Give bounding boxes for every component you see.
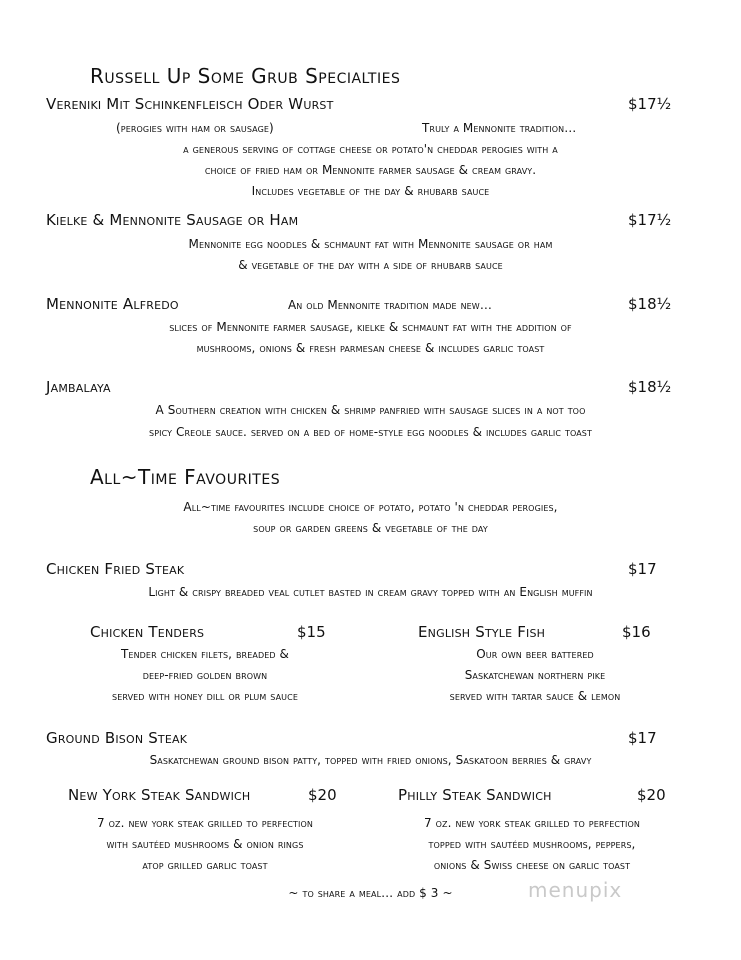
- item-desc-line: 7 oz. new york steak grilled to perfection: [423, 816, 640, 830]
- item-desc-line: Our own beer battered: [476, 647, 594, 661]
- item-price-vereniki: $17½: [628, 95, 672, 113]
- item-price-alfredo: $18½: [628, 295, 672, 313]
- item-desc-line: spicy Creole sauce. served on a bed of home-style egg noodles & includes garlic toast: [149, 425, 592, 439]
- item-name-chicken-fried-steak: Chicken Fried Steak: [46, 560, 185, 578]
- item-name-alfredo: Mennonite Alfredo: [46, 295, 179, 313]
- item-name-bison-steak: Ground Bison Steak: [46, 729, 188, 747]
- item-name-philly-sandwich: Philly Steak Sandwich: [398, 786, 552, 804]
- item-desc-line: a generous serving of cottage cheese or potato'n cheddar perogies with a: [183, 142, 558, 156]
- favourites-intro-line: soup or garden greens & vegetable of the day: [253, 521, 488, 535]
- item-desc-line: Mennonite egg noodles & schmaunt fat with Mennonite sausage or ham: [188, 237, 553, 251]
- item-name-jambalaya: Jambalaya: [46, 378, 111, 396]
- item-name-kielke: Kielke & Mennonite Sausage or Ham: [46, 211, 299, 229]
- item-tagline-vereniki: Truly a Mennonite tradition…: [422, 121, 577, 135]
- item-desc-line: with sautéed mushrooms & onion rings: [106, 837, 304, 851]
- item-desc-line: A Southern creation with chicken & shrimp panfried with sausage slices in a not too: [155, 403, 586, 417]
- item-desc-line: 7 oz. new york steak grilled to perfection: [96, 816, 313, 830]
- item-price-bison-steak: $17: [628, 729, 657, 747]
- item-desc-line: deep-fried golden brown: [142, 668, 268, 682]
- item-name-english-fish: English Style Fish: [418, 623, 546, 641]
- item-desc-line: & vegetable of the day with a side of rhubarb sauce: [238, 258, 503, 272]
- item-name-chicken-tenders: Chicken Tenders: [90, 623, 205, 641]
- item-desc-line: Saskatchewan ground bison patty, topped with fried onions, Saskatoon berries & gravy: [149, 753, 592, 767]
- item-price-kielke: $17½: [628, 211, 672, 229]
- item-price-chicken-fried-steak: $17: [628, 560, 657, 578]
- item-desc-line: served with tartar sauce & lemon: [449, 689, 621, 703]
- item-desc-line: Tender chicken filets, breaded &: [121, 647, 289, 661]
- share-meal-note: ~ to share a meal… add $ 3 ~: [288, 886, 453, 900]
- item-desc-line: atop grilled garlic toast: [142, 858, 268, 872]
- item-subtitle-vereniki: (perogies with ham or sausage): [116, 121, 274, 135]
- item-price-philly-sandwich: $20: [637, 786, 666, 804]
- item-desc-line: Includes vegetable of the day & rhubarb sauce: [251, 184, 490, 198]
- item-price-ny-sandwich: $20: [308, 786, 337, 804]
- item-desc-line: choice of fried ham or Mennonite farmer sausage & cream gravy.: [204, 163, 537, 177]
- section-title-favourites: All~Time Favourites: [90, 465, 281, 489]
- item-name-ny-sandwich: New York Steak Sandwich: [68, 786, 251, 804]
- item-price-english-fish: $16: [622, 623, 651, 641]
- favourites-intro-line: All~time favourites include choice of potato, potato 'n cheddar perogies,: [183, 500, 558, 514]
- section-title-specialties: Russell Up Some Grub Specialties: [90, 64, 401, 88]
- item-desc-line: slices of Mennonite farmer sausage, kielke & schmaunt fat with the addition of: [169, 320, 572, 334]
- item-price-chicken-tenders: $15: [297, 623, 326, 641]
- watermark-logo: menupix: [528, 878, 623, 902]
- item-name-vereniki: Vereniki Mit Schinkenfleisch Oder Wurst: [46, 95, 334, 113]
- item-price-jambalaya: $18½: [628, 378, 672, 396]
- item-desc-line: Saskatchewan northern pike: [464, 668, 606, 682]
- item-desc-line: Light & crispy breaded veal cutlet basted in cream gravy topped with an English muffin: [148, 585, 593, 599]
- item-desc-line: onions & Swiss cheese on garlic toast: [433, 858, 631, 872]
- item-desc-line: served with honey dill or plum sauce: [112, 689, 298, 703]
- item-desc-line: mushrooms, onions & fresh parmesan cheese & includes garlic toast: [196, 341, 545, 355]
- item-desc-line: topped with sautéed mushrooms, peppers,: [428, 837, 636, 851]
- item-tagline-alfredo: An old Mennonite tradition made new…: [288, 298, 492, 312]
